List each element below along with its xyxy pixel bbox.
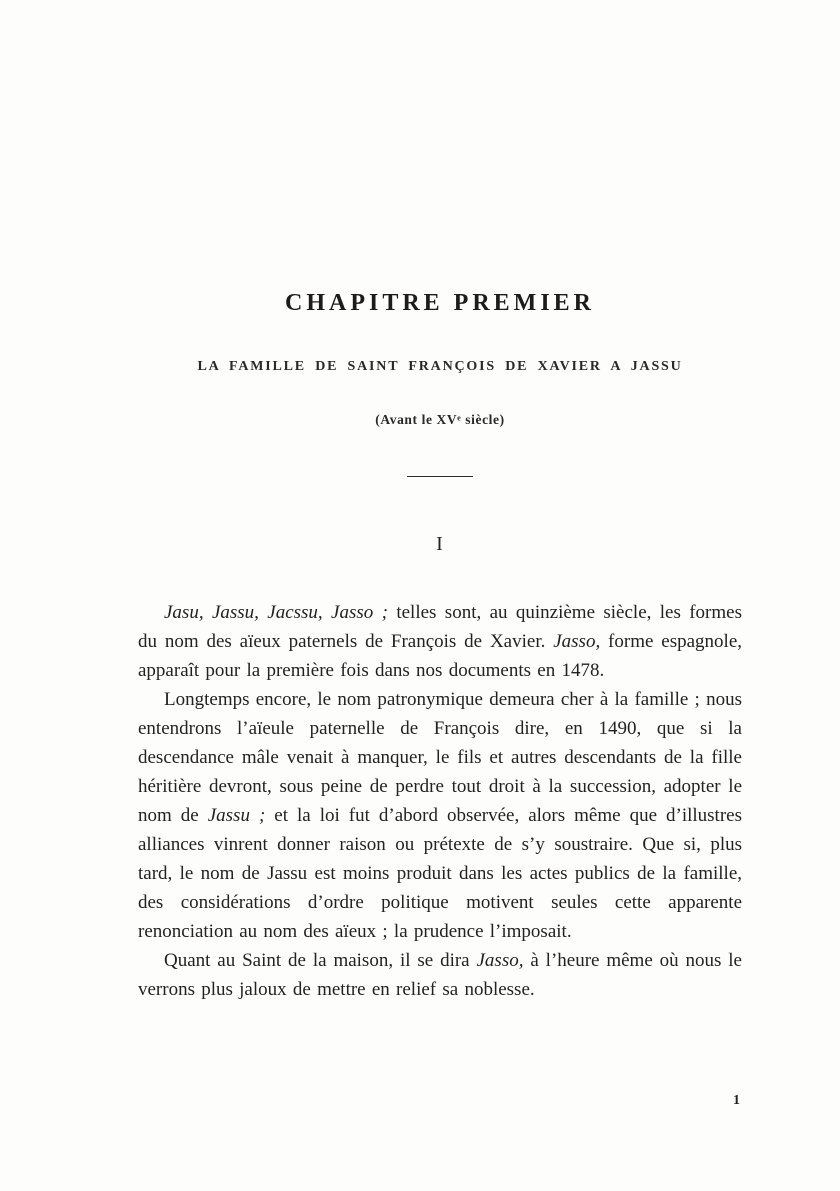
page-number: 1 [733,1093,740,1108]
paragraph-1: Jasu, Jassu, Jacssu, Jasso ; telles sont, au quinzième siècle, les formes du nom des aïeux paternels de François de Xavier. Jasso, forme espagnole, apparaît pour la première fois dans nos documents en 1478. [138,601,742,681]
separator-rule [407,476,473,477]
date-note: (Avant le XVᵉ siècle) [375,411,505,427]
paragraph-3: Quant au Saint de la maison, il se dira Jasso, à l’heure même où nous le verrons plus jaloux de mettre en relief sa noblesse. [138,949,742,1000]
paragraph-2: Longtemps encore, le nom patronymique demeura cher à la famille ; nous entendrons l’aïeule paternelle de François dire, en 1490, que si la descendance mâle venait à manquer, le fils et autres descendants de la fille héritière devront, sous peine de perdre tout droit à la succession, adopter le nom de Jassu ; et la loi fut d’abord observée, alors même que d’illustres alliances vinrent donner raison ou prétexte de s’y soustraire. Que si, plus tard, le nom de Jassu est moins produit dans les actes publics de la famille, des considérations d’ordre politique motivent seules cette apparente renonciation au nom des aïeux ; la prudence l’imposait. [138,688,742,942]
section-number: I [436,532,444,555]
chapter-title: CHAPITRE PREMIER [284,290,595,316]
text-block [138,0,742,1004]
chapter-subtitle: LA FAMILLE DE SAINT FRANÇOIS DE XAVIER A JASSU [197,359,683,375]
